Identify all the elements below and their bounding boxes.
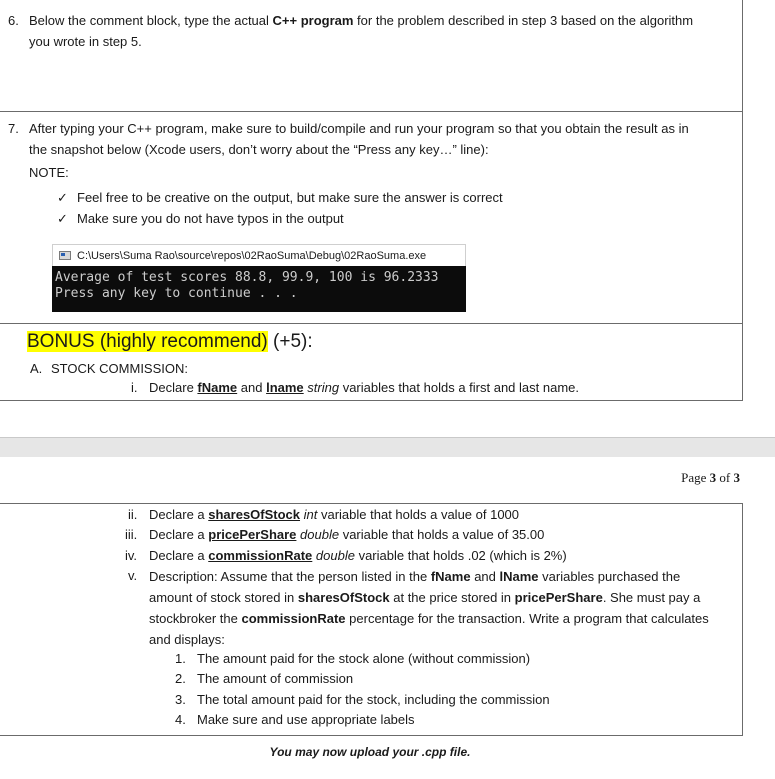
step6-box-bottom-border (0, 111, 743, 112)
step6-item (8, 10, 19, 31)
bonus-points: (+5) (267, 331, 308, 352)
item-v-number: v. (128, 568, 138, 583)
item-i-fname: fName (197, 380, 238, 395)
item-ii-text (149, 507, 519, 522)
page-current: 3 (709, 470, 717, 485)
item-v-l2-post: . She must pay a (602, 590, 701, 605)
step6-number: 6. (8, 13, 19, 28)
upload-instruction: You may now upload your .cpp file. (269, 745, 471, 759)
bonus-colon: : (307, 331, 313, 352)
item-i-post: variables that holds a first and last name. (339, 380, 579, 395)
sublist-3-number: 3. (175, 692, 186, 707)
step7-box-right-border (742, 112, 743, 324)
item-ii-post: variable that holds a value of 1000 (317, 507, 520, 522)
page-label: Page (681, 470, 710, 485)
checkmark-icon: ✓ (57, 190, 68, 205)
page-number (681, 470, 740, 486)
step7-number: 7. (8, 121, 19, 136)
item-i-mid: and (237, 380, 267, 395)
item-v-l2-mid: at the price stored in (389, 590, 515, 605)
bonus-heading (27, 330, 313, 354)
sublist-4-number: 4. (175, 712, 186, 727)
item-i-lname: lname (266, 380, 304, 395)
item-ii-pre: Declare a (149, 507, 209, 522)
item-i-type: string (307, 380, 340, 395)
item-v-fname: fName (430, 569, 471, 584)
sublist-1-number: 1. (175, 651, 186, 666)
page-total: 3 (733, 470, 740, 485)
item-v-text (149, 566, 739, 650)
step6-line2: you wrote in step 5. (29, 34, 142, 49)
item-v-commissionrate: commissionRate (241, 611, 346, 626)
console-output (52, 266, 466, 312)
step7-text (29, 118, 741, 160)
step6-line1-pre: Below the comment block, type the actual (29, 13, 273, 28)
console-window-title: C:\Users\Suma Rao\source\repos\02RaoSuma\Debug\02RaoSuma.exe (77, 250, 427, 262)
item-iv-post: variable that holds .02 (which is 2%) (354, 548, 567, 563)
checkmark-icon: ✓ (57, 211, 68, 226)
item-iv-text (149, 548, 567, 563)
item-v-l1-mid: and (470, 569, 500, 584)
sublist-3-text: The total amount paid for the stock, including the commission (197, 692, 550, 707)
console-line-2: Press any key to continue . . . (55, 286, 298, 301)
step6-text (29, 10, 739, 52)
section-a-title: STOCK COMMISSION: (51, 361, 188, 376)
item-iii-pricepershare: pricePerShare (208, 527, 297, 542)
item-ii-number: ii. (128, 507, 138, 522)
item-iv-number: iv. (125, 548, 138, 563)
item-i-text (149, 380, 579, 395)
item-iii-text (149, 527, 544, 542)
check-item-2: Make sure you do not have typos in the output (77, 211, 344, 226)
console-app-icon (59, 251, 71, 260)
sublist-2-text: The amount of commission (197, 671, 354, 686)
item-i-number: i. (131, 380, 138, 395)
item-iii-post: variable that holds a value of 35.00 (339, 527, 545, 542)
page-break-gap (0, 437, 775, 457)
step7-line2: the snapshot below (Xcode users, don’t worry about the “Press any key…” line): (29, 142, 489, 157)
console-window-titlebar (52, 244, 466, 267)
item-iv-commissionrate: commissionRate (208, 548, 313, 563)
item-v-pricepershare: pricePerShare (514, 590, 603, 605)
sublist-4-text: Make sure and use appropriate labels (197, 712, 415, 727)
item-iii-number: iii. (125, 527, 138, 542)
item-ii-type: int (303, 507, 318, 522)
check-item-1: Feel free to be creative on the output, but make sure the answer is correct (77, 190, 503, 205)
bonus-title-highlighted: BONUS (highly recommend) (27, 331, 268, 352)
item-v-l4: and displays: (149, 632, 225, 647)
item-iii-type: double (300, 527, 340, 542)
section-a-label: A. (30, 361, 43, 376)
sublist-2-number: 2. (175, 671, 186, 686)
item-v-l1-post: variables purchased the (538, 569, 681, 584)
sublist-1-text: The amount paid for the stock alone (without commission) (197, 651, 531, 666)
item-v-l2-pre: amount of stock stored in (149, 590, 298, 605)
step7-line1: After typing your C++ program, make sure to build/compile and run your program so that you obtain the result as in (29, 121, 689, 136)
console-line-1: Average of test scores 88.8, 99.9, 100 is 96.2333 (55, 270, 439, 285)
page3-box-top-border (0, 503, 743, 504)
item-v-l3-post: percentage for the transaction. Write a program that calculates (345, 611, 709, 626)
step6-line1-post: for the problem described in step 3 based on the algorithm (353, 13, 694, 28)
item-iii-pre: Declare a (149, 527, 209, 542)
page-of: of (716, 470, 734, 485)
item-i-pre: Declare (149, 380, 198, 395)
page3-box-bottom-border (0, 735, 743, 736)
item-iv-type: double (315, 548, 355, 563)
item-v-lname: lName (499, 569, 539, 584)
note-label: NOTE: (29, 165, 69, 180)
item-v-l3-pre: stockbroker the (149, 611, 242, 626)
bonus-box-right-border (742, 324, 743, 401)
page3-box-right-border (742, 503, 743, 736)
step6-box-right-border (742, 0, 743, 112)
item-iv-pre: Declare a (149, 548, 209, 563)
item-v-sharesofstock: sharesOfStock (297, 590, 390, 605)
bonus-box-bottom-border (0, 400, 743, 401)
item-v-l1-pre: Description: Assume that the person listed in the (149, 569, 431, 584)
step7-box-bottom-border (0, 323, 743, 324)
step6-line1-bold: C++ program (272, 13, 354, 28)
item-ii-sharesofstock: sharesOfStock (208, 507, 301, 522)
